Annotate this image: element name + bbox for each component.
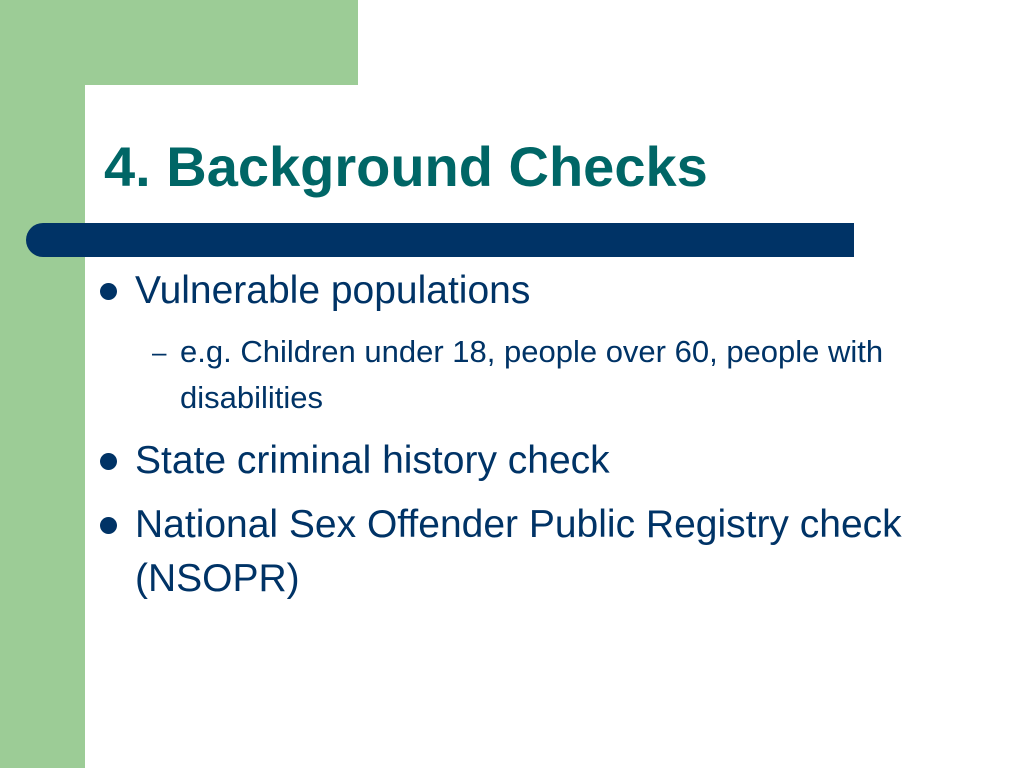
bullet-text: National Sex Offender Public Registry check (NSOPR) [135, 503, 902, 600]
top-green-block [0, 0, 358, 85]
title-divider-bar [26, 223, 854, 257]
dash-marker-icon: – [152, 337, 167, 367]
bullet-text: State criminal history check [135, 439, 610, 482]
sub-bullet-text: e.g. Children under 18, people over 60, people with disabilities [180, 334, 884, 415]
bullet-dot-icon [100, 283, 117, 300]
bullet-text: Vulnerable populations [135, 269, 531, 312]
bullet-dot-icon [100, 517, 117, 534]
bullet-dot-icon [100, 453, 117, 470]
left-green-band [0, 0, 85, 768]
slide-title: 4. Background Checks [104, 135, 708, 198]
